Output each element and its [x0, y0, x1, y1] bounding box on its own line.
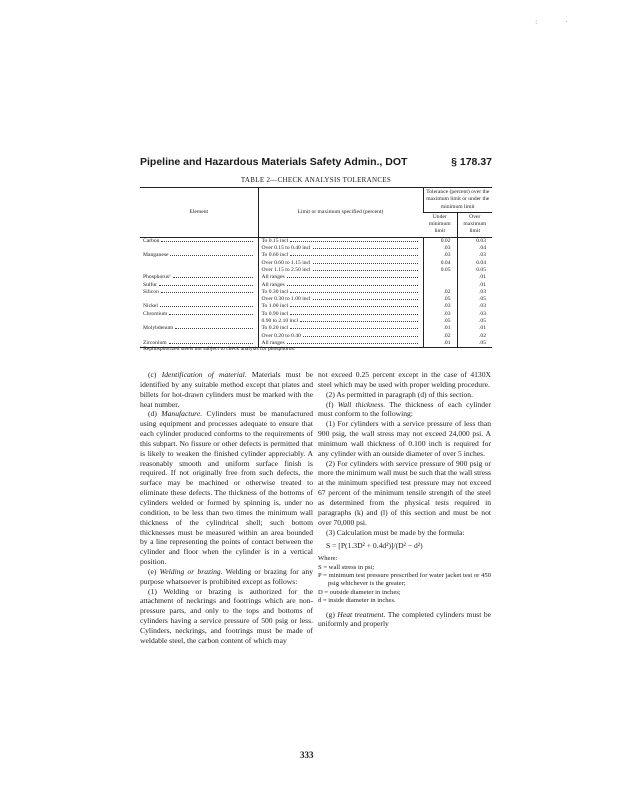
- cell-element: [140, 296, 258, 303]
- cell-element: [140, 245, 258, 252]
- dot-leader: [300, 321, 417, 322]
- para-heading: Welding or brazing.: [159, 566, 223, 576]
- cell-over-max: .05: [457, 296, 492, 303]
- dot-leader: [313, 299, 418, 300]
- table-row: [140, 267, 492, 274]
- header-section: § 178.37: [451, 156, 492, 168]
- table-row: [140, 260, 492, 267]
- para-heading: Identification of material.: [161, 370, 247, 379]
- table-row: [140, 311, 492, 318]
- table-row: [140, 252, 492, 259]
- cell-under-min: .03: [423, 245, 457, 252]
- cell-under-min: .02: [423, 333, 457, 340]
- cell-over-max: .03: [457, 289, 492, 296]
- table-row: [140, 282, 492, 289]
- formula-definition: D = outside diameter in inches;: [318, 588, 401, 596]
- dot-leader: [303, 336, 418, 337]
- cell-element: Nickel: [143, 303, 158, 310]
- cell-limit: To 0.60 incl: [261, 252, 289, 259]
- cell-limit: All ranges: [261, 281, 285, 288]
- dot-leader: [170, 255, 252, 256]
- dot-leader: [287, 343, 418, 344]
- cell-under-min: 0.05: [423, 267, 457, 274]
- cell-under-min: .01: [423, 325, 457, 332]
- page-number: 333: [300, 750, 314, 760]
- cell-under-min: .01: [423, 340, 457, 348]
- table-row: [140, 333, 492, 340]
- dot-leader: [175, 328, 252, 329]
- dot-leader: [159, 285, 253, 286]
- right-text-column: [318, 370, 491, 629]
- cell-under-min: [423, 282, 457, 289]
- paragraph-f1: (1) For cylinders with a service pressure of less than 900 psig, the wall stress may not exceed 24,000 psi. A minimum wall thickness of 0.100 inch is required for any cylinder with an outside diameter of over 5 inches.: [318, 419, 491, 458]
- table-row: [140, 245, 492, 252]
- col-header-over: Over maximum limit: [457, 212, 492, 237]
- dot-leader: [290, 328, 417, 329]
- cell-under-min: 0.04: [423, 260, 457, 267]
- col-header-element: Element: [140, 188, 258, 238]
- formula-where: Where:: [318, 555, 338, 563]
- cell-under-min: .03: [423, 252, 457, 259]
- cell-limit: Over 0.60 to 1.15 incl: [261, 259, 311, 266]
- col-header-tolerance: Tolerance (percent) over the maximum limit or under the minimum limit: [423, 188, 492, 213]
- cell-element: Zirconium: [143, 339, 167, 346]
- paragraph-c: [140, 370, 313, 409]
- dot-leader: [313, 270, 418, 271]
- paragraph-f: [318, 400, 491, 420]
- para-label: (c): [148, 370, 157, 379]
- table-row: [140, 318, 492, 325]
- cell-over-max: .03: [457, 311, 492, 318]
- cell-under-min: 0.02: [423, 237, 457, 245]
- para-label: (g): [326, 609, 335, 619]
- cell-element: Carbon: [143, 237, 160, 244]
- formula-definition: S = wall stress in psi;: [318, 563, 375, 571]
- cell-over-max: .05: [457, 318, 492, 325]
- cell-under-min: .03: [423, 303, 457, 310]
- para-text: Welding or brazing is authorized for the attachment of neckrings and footrings which are non-pressure parts, and only to the tops and bottoms of cylinders having a service pressure of 500 psig or less. Cylinders, neckrings, and footrings must be made of weldable steel, the carbon content of which may: [140, 586, 313, 645]
- cell-element: Phosphorus¹: [143, 274, 171, 281]
- cell-over-max: .04: [457, 245, 492, 252]
- tolerance-table: [140, 187, 492, 348]
- cell-over-max: 0.03: [457, 237, 492, 245]
- formula-definition: d = inside diameter in inches.: [318, 597, 396, 605]
- running-header: [140, 156, 492, 170]
- table-row: [140, 325, 492, 332]
- cell-element: Chromium: [143, 310, 168, 317]
- cell-limit: To 1.00 incl: [261, 303, 289, 310]
- cell-element: [140, 318, 258, 325]
- para-text: Welding or brazing for any purpose whatsoever is prohibited except as follows:: [140, 566, 314, 586]
- scan-mark: :: [535, 18, 566, 26]
- cell-over-max: .01: [457, 274, 492, 281]
- cell-limit: Over 0.20 to 0.40: [261, 332, 301, 339]
- cell-element: Sulfur: [143, 281, 157, 288]
- scan-mark: ·: [565, 18, 596, 26]
- cell-limit: All ranges: [261, 274, 285, 281]
- paragraph-e: [140, 567, 313, 587]
- cell-limit: To 0.90 incl: [261, 310, 289, 317]
- cell-over-max: 0.05: [457, 267, 492, 274]
- cell-element: [140, 260, 258, 267]
- cell-limit: Over 0.15 to 0.40 incl: [261, 245, 311, 252]
- table-footnote: ¹ Rephosphorized steels not subject to check analysis for phosphorus.: [140, 346, 296, 352]
- cell-limit: To 0.20 incl: [261, 325, 289, 332]
- dot-leader: [290, 292, 417, 293]
- para-label: (f): [326, 399, 334, 409]
- dot-leader: [313, 263, 418, 264]
- cell-limit: Over 0.30 to 1.00 incl: [261, 296, 311, 303]
- cell-over-max: .02: [457, 333, 492, 340]
- dot-leader: [173, 277, 253, 278]
- table-row: [140, 237, 492, 245]
- paragraph-f2: (2) For cylinders with service pressure of 900 psig or more the minimum wall must be such that the wall stress at the minimum specified test pressure may not exceed 67 percent of the minimum tensile strength of the steel as determined from the physical tests required in paragraphs (k) and (l) of this section and must be not over 70,000 psi.: [318, 458, 491, 527]
- paragraph-e1: [140, 587, 313, 646]
- para-text: The thickness of each cylinder must conform to the following:: [318, 399, 491, 419]
- col-header-limit: Limit or maximum specified (percent): [258, 188, 423, 238]
- para-heading: Manufacture.: [161, 409, 203, 419]
- dot-leader: [290, 306, 417, 307]
- dot-leader: [161, 241, 252, 242]
- para-label: (1): [148, 586, 157, 596]
- cell-element: Manganese: [143, 252, 169, 259]
- paragraph-d: [140, 409, 313, 567]
- col-header-under: Under minimum limit: [423, 212, 457, 237]
- header-agency: Pipeline and Hazardous Materials Safety Admin., DOT: [140, 156, 408, 168]
- para-text: Cylinders must be manufactured using equipment and processes adequate to ensure that each cylinder produced conforms to the requirements of this subpart. No fissure or other defects is permitted that is likely to weaken the finished cylinder appreciably. A reasonably smooth and uniform surface finish is required. If not originally free from such defects, the surface may be machined or otherwise treated to eliminate these defects. The thickness of the bottoms of cylinders welded or formed by spinning is, under no condition, to be less than two times the minimum wall thickness of the cylindrical shell; such bottom thicknesses must be measured within an area bounded by a line representing the points of contact between the cylinder and floor when the cylinder is in a vertical position.: [140, 409, 313, 567]
- para-heading: Heat treatment.: [337, 609, 386, 619]
- dot-leader: [161, 292, 253, 293]
- cell-element: Silicon: [143, 288, 159, 295]
- para-text: The completed cylinders must be uniformly and properly: [318, 609, 491, 629]
- cell-over-max: .01: [457, 282, 492, 289]
- cell-element: Molybdenum: [143, 325, 174, 332]
- left-text-column: [140, 370, 313, 646]
- cell-limit: To 0.15 incl: [261, 237, 289, 244]
- cell-over-max: .01: [457, 325, 492, 332]
- cell-limit: Over 1.15 to 2.50 incl: [261, 266, 311, 273]
- cell-limit: 0.90 to 2.10 incl: [261, 318, 299, 325]
- cell-over-max: .03: [457, 252, 492, 259]
- formula-definition: P = minimum test pressure prescribed for water jacket test or 450 psig whichever is the greater;: [318, 572, 491, 588]
- paragraph-g: [318, 610, 491, 630]
- cell-under-min: .05: [423, 318, 457, 325]
- cell-element: [140, 267, 258, 274]
- para-label: (d): [148, 409, 157, 419]
- table-row: [140, 274, 492, 281]
- para-label: (e): [148, 566, 157, 576]
- paragraph-e2: (2) As permitted in paragraph (d) of this section.: [326, 389, 473, 399]
- dot-leader: [169, 343, 253, 344]
- cell-under-min: .05: [423, 296, 457, 303]
- cell-limit: To 0.30 incl: [261, 288, 289, 295]
- cell-under-min: [423, 274, 457, 281]
- dot-leader: [313, 248, 418, 249]
- cell-element: [140, 333, 258, 340]
- cell-under-min: .02: [423, 289, 457, 296]
- cell-over-max: .05: [457, 340, 492, 348]
- cell-limit: All ranges: [261, 339, 285, 346]
- dot-leader: [169, 314, 252, 315]
- stress-formula: S = [P(1.3D² + 0.4d²)]/(D² − d²): [326, 541, 423, 551]
- table-row: [140, 303, 492, 310]
- dot-leader: [287, 277, 418, 278]
- paragraph-e1-cont: not exceed 0.25 percent except in the case of 4130X steel which may be used with proper welding procedure.: [318, 370, 491, 389]
- dot-leader: [290, 255, 417, 256]
- cell-under-min: .03: [423, 311, 457, 318]
- paragraph-f3: (3) Calculation must be made by the formula:: [326, 527, 465, 537]
- table-row: [140, 296, 492, 303]
- scan-marks: [535, 18, 596, 26]
- table-row: [140, 289, 492, 296]
- dot-leader: [290, 314, 417, 315]
- cell-over-max: 0.04: [457, 260, 492, 267]
- cell-over-max: .03: [457, 303, 492, 310]
- para-text: Materials must be identified by any suitable method except that plates and billets for hot-drawn cylinders must be marked with the heat number.: [140, 370, 313, 409]
- dot-leader: [287, 285, 418, 286]
- table-caption: TABLE 2—CHECK ANALYSIS TOLERANCES: [240, 176, 392, 184]
- dot-leader: [290, 241, 417, 242]
- para-heading: Wall thickness.: [337, 399, 386, 409]
- dot-leader: [160, 306, 253, 307]
